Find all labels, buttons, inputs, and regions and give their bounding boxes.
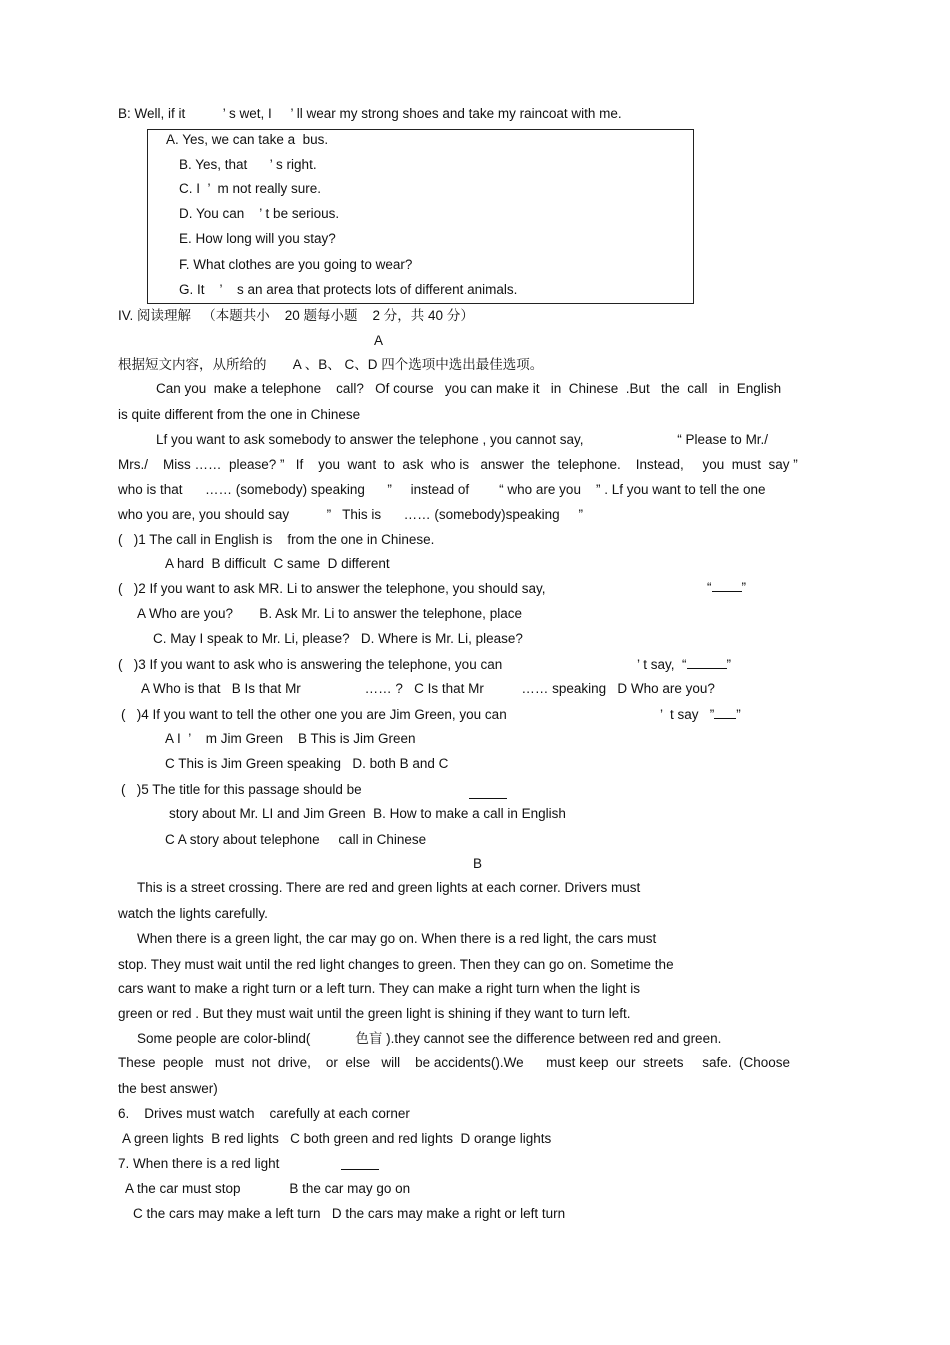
passage-b-line: the best answer) (118, 1081, 218, 1096)
dialogue-line-b: B: Well, if it ’ s wet, I ’ ll wear my strong shoes and take my raincoat with me. (118, 106, 622, 121)
option-a: A. Yes, we can take a bus. (166, 132, 329, 147)
passage-a-label: A (374, 333, 384, 348)
passage-b-line: cars want to make a right turn or a left turn. They can make a right turn when the light is (118, 981, 641, 996)
passage-b-line: These people must not drive, or else will be accidents().We must keep our streets safe. (Choose (118, 1055, 791, 1070)
question-3-blank (637, 656, 731, 673)
question-5-options: C A story about telephone call in Chinese (165, 832, 427, 847)
question-4-blank (660, 706, 741, 723)
passage-a-line: Mrs./ Miss …… please? ” If you want to ask who is answer the telephone. Instead, you must say ” (118, 457, 798, 472)
question-6: 6. Drives must watch carefully at each corner (118, 1106, 410, 1121)
option-c: C. I ’ m not really sure. (179, 181, 322, 196)
say-text: ’ t say, (637, 657, 675, 672)
passage-b-line: watch the lights carefully. (118, 906, 268, 921)
answer-blank (712, 579, 742, 592)
question-5-options: story about Mr. LI and Jim Green B. How to make a call in English (169, 806, 566, 821)
passage-a-line: who is that …… (somebody) speaking ” instead of “ who are you ” . Lf you want to tell the one (118, 482, 766, 497)
answer-blank (341, 1157, 379, 1170)
question-2-options: C. May I speak to Mr. Li, please? D. Where is Mr. Li, please? (153, 631, 523, 646)
answer-blank (687, 656, 727, 669)
question-6-options: A green lights B red lights C both green and red lights D orange lights (122, 1131, 552, 1146)
passage-b-line: green or red . But they must wait until the green light is shining if they want to turn left. (118, 1006, 631, 1021)
question-7-options: C the cars may make a left turn D the cars may make a right or left turn (133, 1206, 566, 1221)
passage-a-line: Can you make a telephone call? Of course you can make it in Chinese .But the call in English (156, 381, 782, 396)
quote-open: “ (682, 657, 687, 672)
question-5: ( )5 The title for this passage should be (121, 782, 362, 797)
say-text: ’ t say ” (660, 707, 715, 722)
passage-b-line: This is a street crossing. There are red and green lights at each corner. Drivers must (137, 880, 641, 895)
question-7: 7. When there is a red light (118, 1156, 280, 1171)
question-4: ( )4 If you want to tell the other one you are Jim Green, you can (121, 707, 507, 722)
answer-blank (714, 706, 736, 719)
passage-b-line: Some people are color-blind( 色盲 ).they cannot see the difference between red and green. (137, 1031, 722, 1046)
passage-b-line: stop. They must wait until the red light changes to green. Then they can go on. Sometime the (118, 957, 674, 972)
question-7-options: A the car must stop B the car may go on (125, 1181, 411, 1196)
option-g: G. It ’ s an area that protects lots of different animals. (179, 282, 518, 297)
question-2-options: A Who are you? B. Ask Mr. Li to answer the telephone, place (137, 606, 522, 621)
question-2-blank (707, 579, 746, 596)
passage-b-line: When there is a green light, the car may go on. When there is a red light, the cars must (137, 931, 657, 946)
question-4-options: C This is Jim Green speaking D. both B and C (165, 756, 449, 771)
option-b: B. Yes, that ’ s right. (179, 157, 317, 172)
quote-close: ” (741, 580, 746, 595)
option-e: E. How long will you stay? (179, 231, 336, 246)
quote-close: ” (726, 657, 732, 672)
question-1-options: A hard B difficult C same D different (165, 556, 390, 571)
question-4-options: A I ’ m Jim Green B This is Jim Green (165, 731, 416, 746)
question-1: ( )1 The call in English is from the one in Chinese. (118, 532, 435, 547)
passage-b-label: B (473, 856, 483, 871)
passage-a-line: who you are, you should say ” This is …… (somebody)speaking ” (118, 507, 583, 522)
quote-open: “ (707, 580, 712, 595)
instructions: 根据短文内容，从所给的 A 、B、 C、D 四个选项中选出最佳选项。 (118, 357, 544, 372)
option-f: F. What clothes are you going to wear? (179, 257, 413, 272)
section-heading: IV. 阅读理解 （本题共小 20 题每小题 2 分，共 40 分） (118, 308, 474, 323)
passage-a-line: is quite different from the one in Chinese (118, 407, 361, 422)
question-3: ( )3 If you want to ask who is answering the telephone, you can (118, 657, 503, 672)
quote-close: ” (736, 707, 741, 722)
question-2: ( )2 If you want to ask MR. Li to answer the telephone, you should say, (118, 581, 546, 596)
answer-blank (469, 786, 507, 799)
passage-a-line: Lf you want to ask somebody to answer the telephone , you cannot say, “ Please to Mr./ (156, 432, 769, 447)
option-d: D. You can ’ t be serious. (179, 206, 340, 221)
question-3-options: A Who is that B Is that Mr …… ? C Is that Mr …… speaking D Who are you? (141, 681, 715, 696)
